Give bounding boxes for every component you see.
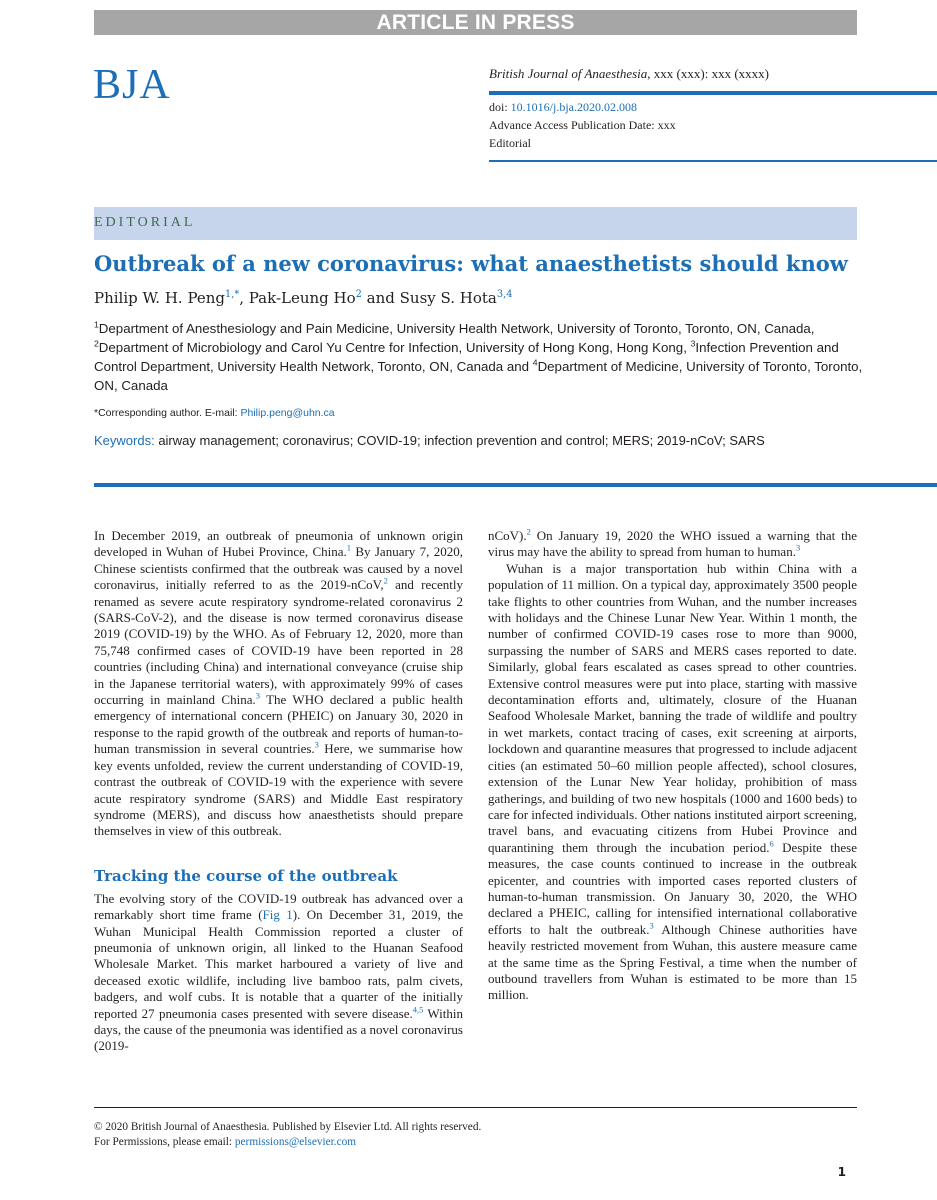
corresponding-label: *Corresponding author. E-mail: [94,407,241,419]
body-text: The evolving story of the COVID-19 outbreak has advanced over a remarkably short time frame ( [94,890,463,923]
citation-ref[interactable]: 3 [795,543,801,554]
affiliation-number: 1 [94,319,99,330]
body-paragraph [488,528,857,561]
affiliation-text: Department of Anesthesiology and Pain Medicine, University Health Network, University of Toronto, Toronto, ON, Canada, [98,321,815,336]
body-text: The WHO declared a public health emergency of international concern (PHEIC) on January 30, 2020 in response to the rapid growth of the outbreak and reports of human-to-human transmission in several countries. [94,692,463,757]
body-paragraph [94,528,463,840]
header-rule-top [489,91,937,95]
body-column-right [488,528,857,1004]
body-text: ). On December 31, 2019, the Wuhan Municipal Health Commission reported a cluster of pneumonia of unknown origin, all linked to the Huanan Seafood Wholesale Market. This market harboured a variety of live and deceased exotic wildlife, including live bamboo rats, palm civets, badgers, and wolf cubs. It is notable that a quarter of the initially reported 27 pneumonia cases presented with severe disease. [94,907,464,1021]
section-band [94,207,857,240]
author-name: Philip W. H. Peng [94,289,226,307]
author-name: Susy S. Hota [399,289,497,307]
author-name: Pak-Leung Ho [248,289,356,307]
advance-access-date: Advance Access Publication Date: xxx [489,118,676,132]
keywords-label: Keywords: [94,433,155,448]
author-separator: , [239,289,249,307]
author-affiliation-ref[interactable]: 3,4 [496,289,513,300]
article-title: Outbreak of a new coronavirus: what anaesthetists should know [94,251,848,276]
article-in-press-banner: ARTICLE IN PRESS [94,10,857,35]
citation-ref[interactable]: 3 [649,920,654,931]
footer-rule [94,1107,857,1108]
corresponding-email-link[interactable]: Philip.peng@uhn.ca [240,407,335,419]
affiliation-text: Department of Microbiology and Carol Yu Centre for Infection, University of Hong Kong, Hong Kong, [98,340,691,355]
affiliation-text: Infection Prevention and Control Department, University Health Network, Toronto, ON, Canada and [94,340,839,374]
article-type: Editorial [489,136,531,150]
author-affiliation-ref[interactable]: 1,* [225,289,240,300]
section-band-label: EDITORIAL [94,215,196,230]
citation-ref[interactable]: 2 [383,575,388,586]
body-text: nCoV). [488,528,527,543]
body-text: and recently renamed as severe acute respiratory syndrome-related coronavirus 2 (SARS-CoV-2), and the disease is now termed coronavirus disease 2019 (COVID-19) by the WHO. As of February 12, 2020, more than 75,748 confirmed cases of COVID-19 have been reported in 28 countries (including China) and international conveyance (cruise ship in the Japanese territorial waters), with approximately 99% of cases occurring in mainland China. [94,577,463,708]
body-text: On January 19, 2020 the WHO issued a warning that the virus may have the ability to spread from human to human. [488,528,857,560]
corresponding-author [94,407,794,419]
body-text: Here, we summarise how key events unfolded, review the current understanding of COVID-19, contrast the outbreak of COVID-19 with the experience with severe acute respiratory syndrome (SARS) and Middle East respiratory syndrome (MERS), and discuss how anaesthetists should prepare themselves in view of this outbreak. [94,741,463,839]
doi-link[interactable]: 10.1016/j.bja.2020.02.008 [510,100,637,114]
affiliation-number: 2 [94,338,99,349]
permissions-email-link[interactable]: permissions@elsevier.com [234,1136,357,1148]
body-text: Although Chinese authorities have heavily restricted movement from Wuhan, this austere measure came at the same time as the Spring Festival, a time when the number of outbound travellers from Wuhan is estimated to be more than 15 million. [488,921,857,1003]
author-affiliation-ref[interactable]: 2 [355,289,362,300]
permissions-label: For Permissions, please email: [94,1136,235,1148]
doi-label: doi: [489,100,511,114]
journal-citation [489,66,889,82]
citation-ref[interactable]: 3 [314,739,319,750]
journal-logo: BJA [93,62,171,108]
copyright-notice: © 2020 British Journal of Anaesthesia. Published by Elsevier Ltd. All rights reserved. [94,1121,482,1133]
page-number: 1 [837,1165,846,1179]
doi-line [489,100,889,115]
body-text: Despite these measures, the case counts continued to increase in the outbreak epicenter, and countries with imported cases reported clusters of human-to-human transmission. On January 30, 2020, the WHO declared a PHEIC, calling for intensified international collaborative efforts to halt the outbreak. [488,839,858,937]
keywords-text: airway management; coronavirus; COVID-19; infection prevention and control; MERS; 2019-nCoV; SARS [154,433,765,448]
body-text: Wuhan is a major transportation hub within China with a population of 11 million. On a typical day, approximately 3500 people take flights to other countries from Wuhan, and the number increases with holidays and the Chinese Lunar New Year. Within 1 month, the number of confirmed COVID-19 cases rose to more than 9000, surpassing the number of SARS and MERS cases reported to date. Similarly, global fears escalated as cases spread to other countries. Extensive control measures were put into place, starting with massive decontamination efforts and, ultimately, closure of the Huanan Seafood Wholesale Market, banning the trade of wildlife and poultry in wet markets, contact tracing of cases, exit screening at airports, lockdown and quarantine measures that progressed to include adjacent cities (an estimated 50–60 million people affected), school closures, extension of the Lunar New Year holiday, prohibition of mass gatherings, and building of two new hospitals (1000 and 1600 beds) to care for infected individuals. Other nations instituted airport screening, travel bans, and evacuating citizens from Hubei Province and quarantining them through the incubation period. [488,560,857,855]
affiliation-number: 4 [532,357,538,368]
citation-ref[interactable]: 2 [526,526,531,537]
section-heading: Tracking the course of the outbreak [94,866,398,885]
affiliation-text: Department of Medicine, University of Toronto, Toronto, ON, Canada [94,359,863,393]
header-rule-bottom [489,160,937,162]
journal-name: British Journal of Anaesthesia [489,66,648,81]
permissions-line [94,1136,794,1148]
body-paragraph [94,891,463,1055]
affiliation-number: 3 [690,338,696,349]
body-paragraph [488,561,857,1004]
citation-ref[interactable]: 4,5 [412,1004,424,1015]
keywords [94,433,874,448]
journal-issue: , xxx (xxx): xxx (xxxx) [647,66,769,81]
author-list [94,287,874,309]
body-column-left [94,528,463,1055]
body-text: Within days, the cause of the pneumonia was identified as a novel coronavirus (2019- [94,1005,463,1054]
citation-ref[interactable]: 1 [346,543,351,554]
affiliations [94,319,864,395]
figure-link[interactable]: Fig 1 [262,907,293,923]
body-text: By January 7, 2020, Chinese scientists confirmed that the outbreak was caused by a novel coronavirus, initially referred to as the 2019-nCoV, [94,544,463,593]
citation-ref[interactable]: 6 [769,838,774,849]
author-separator: and [361,289,400,307]
citation-ref[interactable]: 3 [255,690,260,701]
body-text: In December 2019, an outbreak of pneumonia of unknown origin developed in Wuhan of Hubei Province, China. [94,528,463,560]
front-matter-rule [94,483,937,487]
